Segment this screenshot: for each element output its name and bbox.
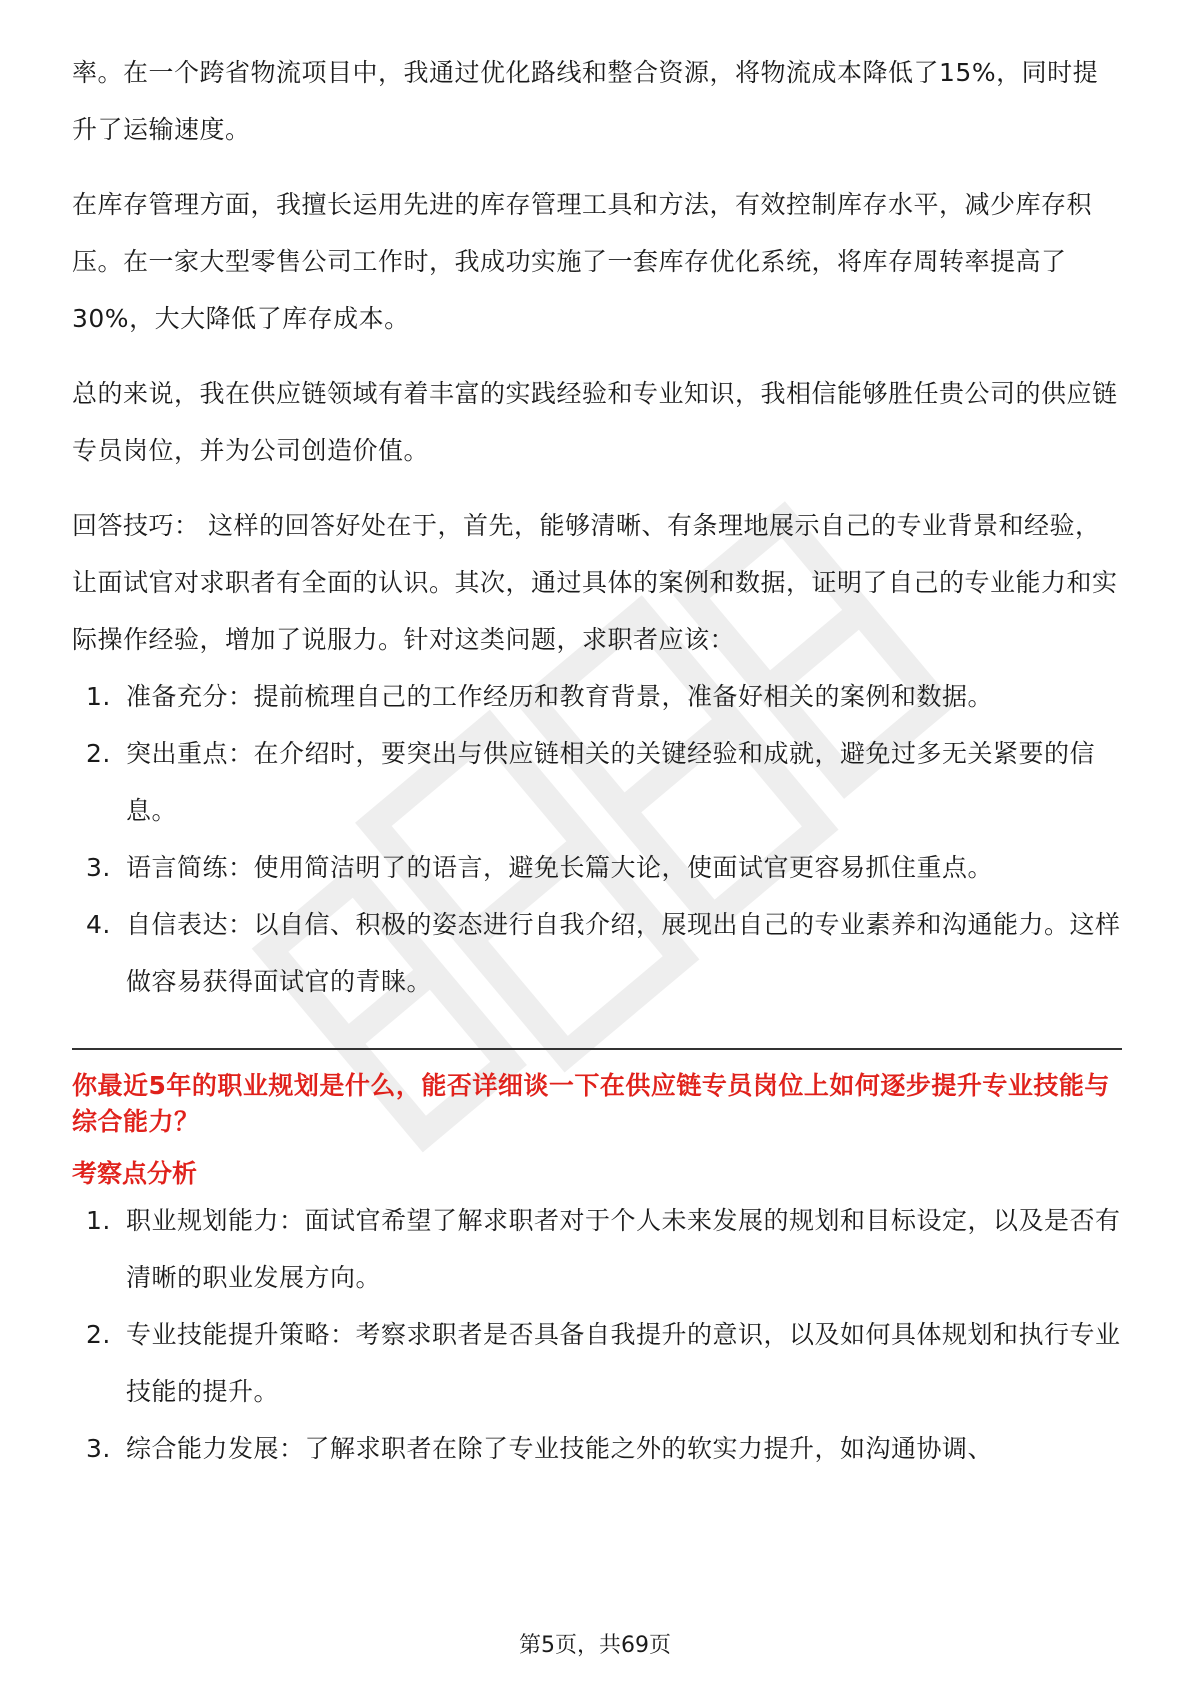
list-item-text: 准备充分：提前梳理自己的工作经历和教育背景，准备好相关的案例和数据。: [126, 682, 994, 711]
paragraph-summary: 总的来说，我在供应链领域有着丰富的实践经验和专业知识，我相信能够胜任贵公司的供应链专员岗位，并为公司创造价值。: [72, 379, 1118, 465]
list-item: [72, 896, 1122, 1010]
list-number: 1.: [86, 682, 111, 711]
analysis-heading: 考察点分析: [72, 1159, 198, 1188]
list-item: [72, 668, 1122, 725]
list-number: 2.: [86, 739, 111, 768]
list-item-text: 职业规划能力：面试官希望了解求职者对于个人未来发展的规划和目标设定，以及是否有清晰的职业发展方向。: [126, 1206, 1121, 1292]
list-item-text: 专业技能提升策略：考察求职者是否具备自我提升的意识，以及如何具体规划和执行专业技能的提升。: [126, 1320, 1121, 1406]
paragraph-answer-tips: 回答技巧： 这样的回答好处在于，首先，能够清晰、有条理地展示自己的专业背景和经验，让面试官对求职者有全面的认识。其次，通过具体的案例和数据，证明了自己的专业能力和实际操作经验，增加了说服力。针对这类问题，求职者应该：: [72, 511, 1118, 654]
list-item: [72, 839, 1122, 896]
list-item-text: 语言简练：使用简洁明了的语言，避免长篇大论，使面试官更容易抓住重点。: [126, 853, 994, 882]
page-content: [72, 44, 1122, 1477]
list-item: [72, 1420, 1122, 1477]
list-item-text: 突出重点：在介绍时，要突出与供应链相关的关键经验和成就，避免过多无关紧要的信息。: [126, 739, 1096, 825]
paragraph-inventory: 在库存管理方面，我擅长运用先进的库存管理工具和方法，有效控制库存水平，减少库存积压。在一家大型零售公司工作时，我成功实施了一套库存优化系统，将库存周转率提高了30%，大大降低了库存成本。: [72, 190, 1093, 333]
list-item-text: 综合能力发展：了解求职者在除了专业技能之外的软实力提升，如沟通协调、: [126, 1434, 994, 1463]
list-number: 1.: [86, 1206, 111, 1235]
list-number: 2.: [86, 1320, 111, 1349]
list-item-text: 自信表达：以自信、积极的姿态进行自我介绍，展现出自己的专业素养和沟通能力。这样做容易获得面试官的青睐。: [126, 910, 1121, 996]
paragraph-logistics: 率。在一个跨省物流项目中，我通过优化路线和整合资源，将物流成本降低了15%，同时提升了运输速度。: [72, 58, 1099, 144]
section-divider: [72, 1048, 1122, 1050]
list-item: [72, 725, 1122, 839]
list-item: [72, 1192, 1122, 1306]
question-heading: 你最近5年的职业规划是什么，能否详细谈一下在供应链专员岗位上如何逐步提升专业技能与综合能力？: [72, 1071, 1110, 1136]
page-footer: 第5页，共69页: [519, 1633, 671, 1658]
tips-list: [72, 668, 1122, 1010]
list-number: 3.: [86, 853, 111, 882]
list-item: [72, 1306, 1122, 1420]
list-number: 3.: [86, 1434, 111, 1463]
list-number: 4.: [86, 910, 111, 939]
analysis-list: [72, 1192, 1122, 1477]
